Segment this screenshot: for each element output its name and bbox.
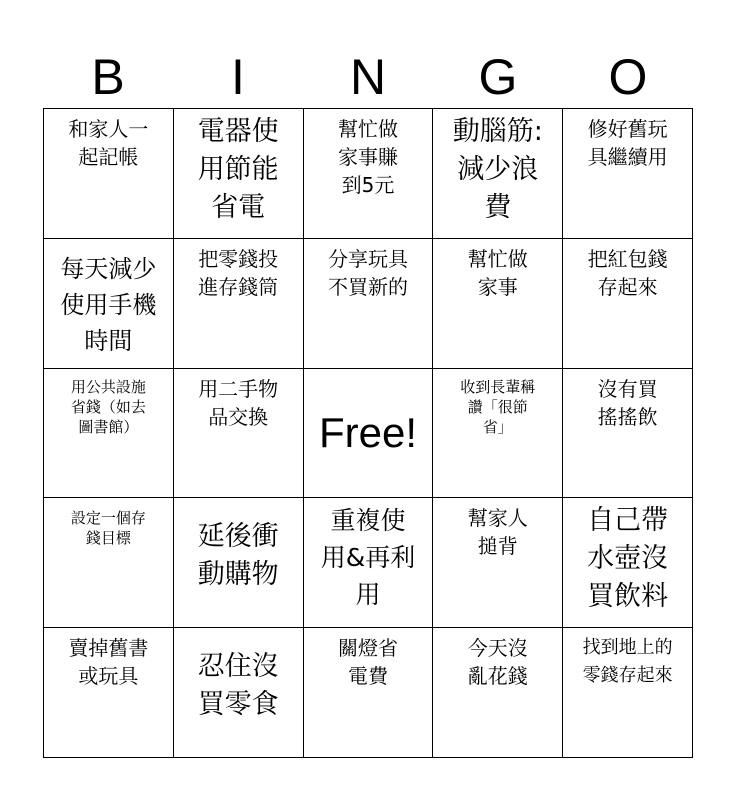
bingo-cell[interactable] — [174, 109, 304, 239]
cell-text: 賣掉舊書 或玩具 — [68, 636, 149, 689]
bingo-cell[interactable] — [433, 628, 563, 758]
bingo-header — [43, 46, 693, 108]
bingo-cell[interactable] — [433, 498, 563, 628]
cell-text: 用公共設施 省錢（如去 圖書館） — [70, 377, 146, 436]
header-letter-i: I — [231, 49, 245, 105]
cell-text: 幫忙做 家事賺 到5元 — [337, 117, 398, 197]
bingo-cell[interactable] — [563, 109, 693, 239]
cell-text: 分享玩具 不買新的 — [327, 246, 408, 299]
bingo-cell[interactable] — [433, 239, 563, 369]
bingo-cell[interactable] — [44, 109, 174, 239]
bingo-cell[interactable] — [44, 239, 174, 369]
cell-text: 沒有買 搖搖飲 — [597, 376, 658, 429]
cell-text: 電器使 用節能 省電 — [197, 116, 279, 223]
cell-text: 修好舊玩 具繼續用 — [587, 117, 668, 169]
bingo-cell[interactable] — [433, 109, 563, 239]
bingo-cell[interactable] — [563, 628, 693, 758]
bingo-grid — [43, 108, 693, 758]
bingo-cell[interactable] — [174, 498, 304, 628]
free-space-text: Free! — [318, 408, 417, 456]
free-space-cell[interactable] — [304, 369, 434, 499]
bingo-cell[interactable] — [44, 498, 174, 628]
cell-text: 今天沒 亂花錢 — [467, 636, 528, 689]
cell-text: 收到長輩稱 讚「很節 省」 — [460, 377, 536, 436]
cell-text: 忍住沒 買零食 — [197, 651, 279, 721]
cell-text: 找到地上的 零錢存起來 — [582, 637, 673, 687]
bingo-cell[interactable] — [304, 628, 434, 758]
cell-text: 用二手物 品交換 — [198, 376, 279, 429]
cell-text: 把紅包錢 存起來 — [587, 246, 668, 299]
cell-text: 重複使 用&再利 用 — [320, 506, 416, 610]
cell-text: 幫家人 搥背 — [467, 506, 528, 559]
cell-text: 關燈省 電費 — [337, 636, 398, 689]
bingo-cell[interactable] — [44, 369, 174, 499]
bingo-cell[interactable] — [304, 109, 434, 239]
header-letter-o: O — [608, 49, 648, 105]
bingo-cell[interactable] — [433, 369, 563, 499]
bingo-cell[interactable] — [563, 369, 693, 499]
bingo-cell[interactable] — [563, 239, 693, 369]
cell-text: 和家人一 起記帳 — [68, 117, 149, 169]
bingo-cell[interactable] — [174, 628, 304, 758]
cell-text: 設定一個存 錢目標 — [70, 509, 146, 548]
bingo-cell[interactable] — [174, 239, 304, 369]
bingo-cell[interactable] — [304, 498, 434, 628]
cell-text: 幫忙做 家事 — [467, 246, 528, 299]
cell-text: 每天減少 使用手機 時間 — [60, 254, 157, 355]
cell-text: 自己帶 水壺沒 買飲料 — [587, 505, 669, 613]
header-letter-g: G — [478, 49, 518, 105]
bingo-cell[interactable] — [563, 498, 693, 628]
header-letter-b: B — [91, 49, 125, 105]
cell-text: 延後衝 動購物 — [197, 521, 279, 591]
bingo-cell[interactable] — [304, 239, 434, 369]
bingo-cell[interactable] — [44, 628, 174, 758]
cell-text: 把零錢投 進存錢筒 — [198, 246, 279, 299]
cell-text: 動腦筋: 減少浪 費 — [452, 116, 543, 223]
bingo-cell[interactable] — [174, 369, 304, 499]
header-letter-n: N — [349, 49, 387, 105]
